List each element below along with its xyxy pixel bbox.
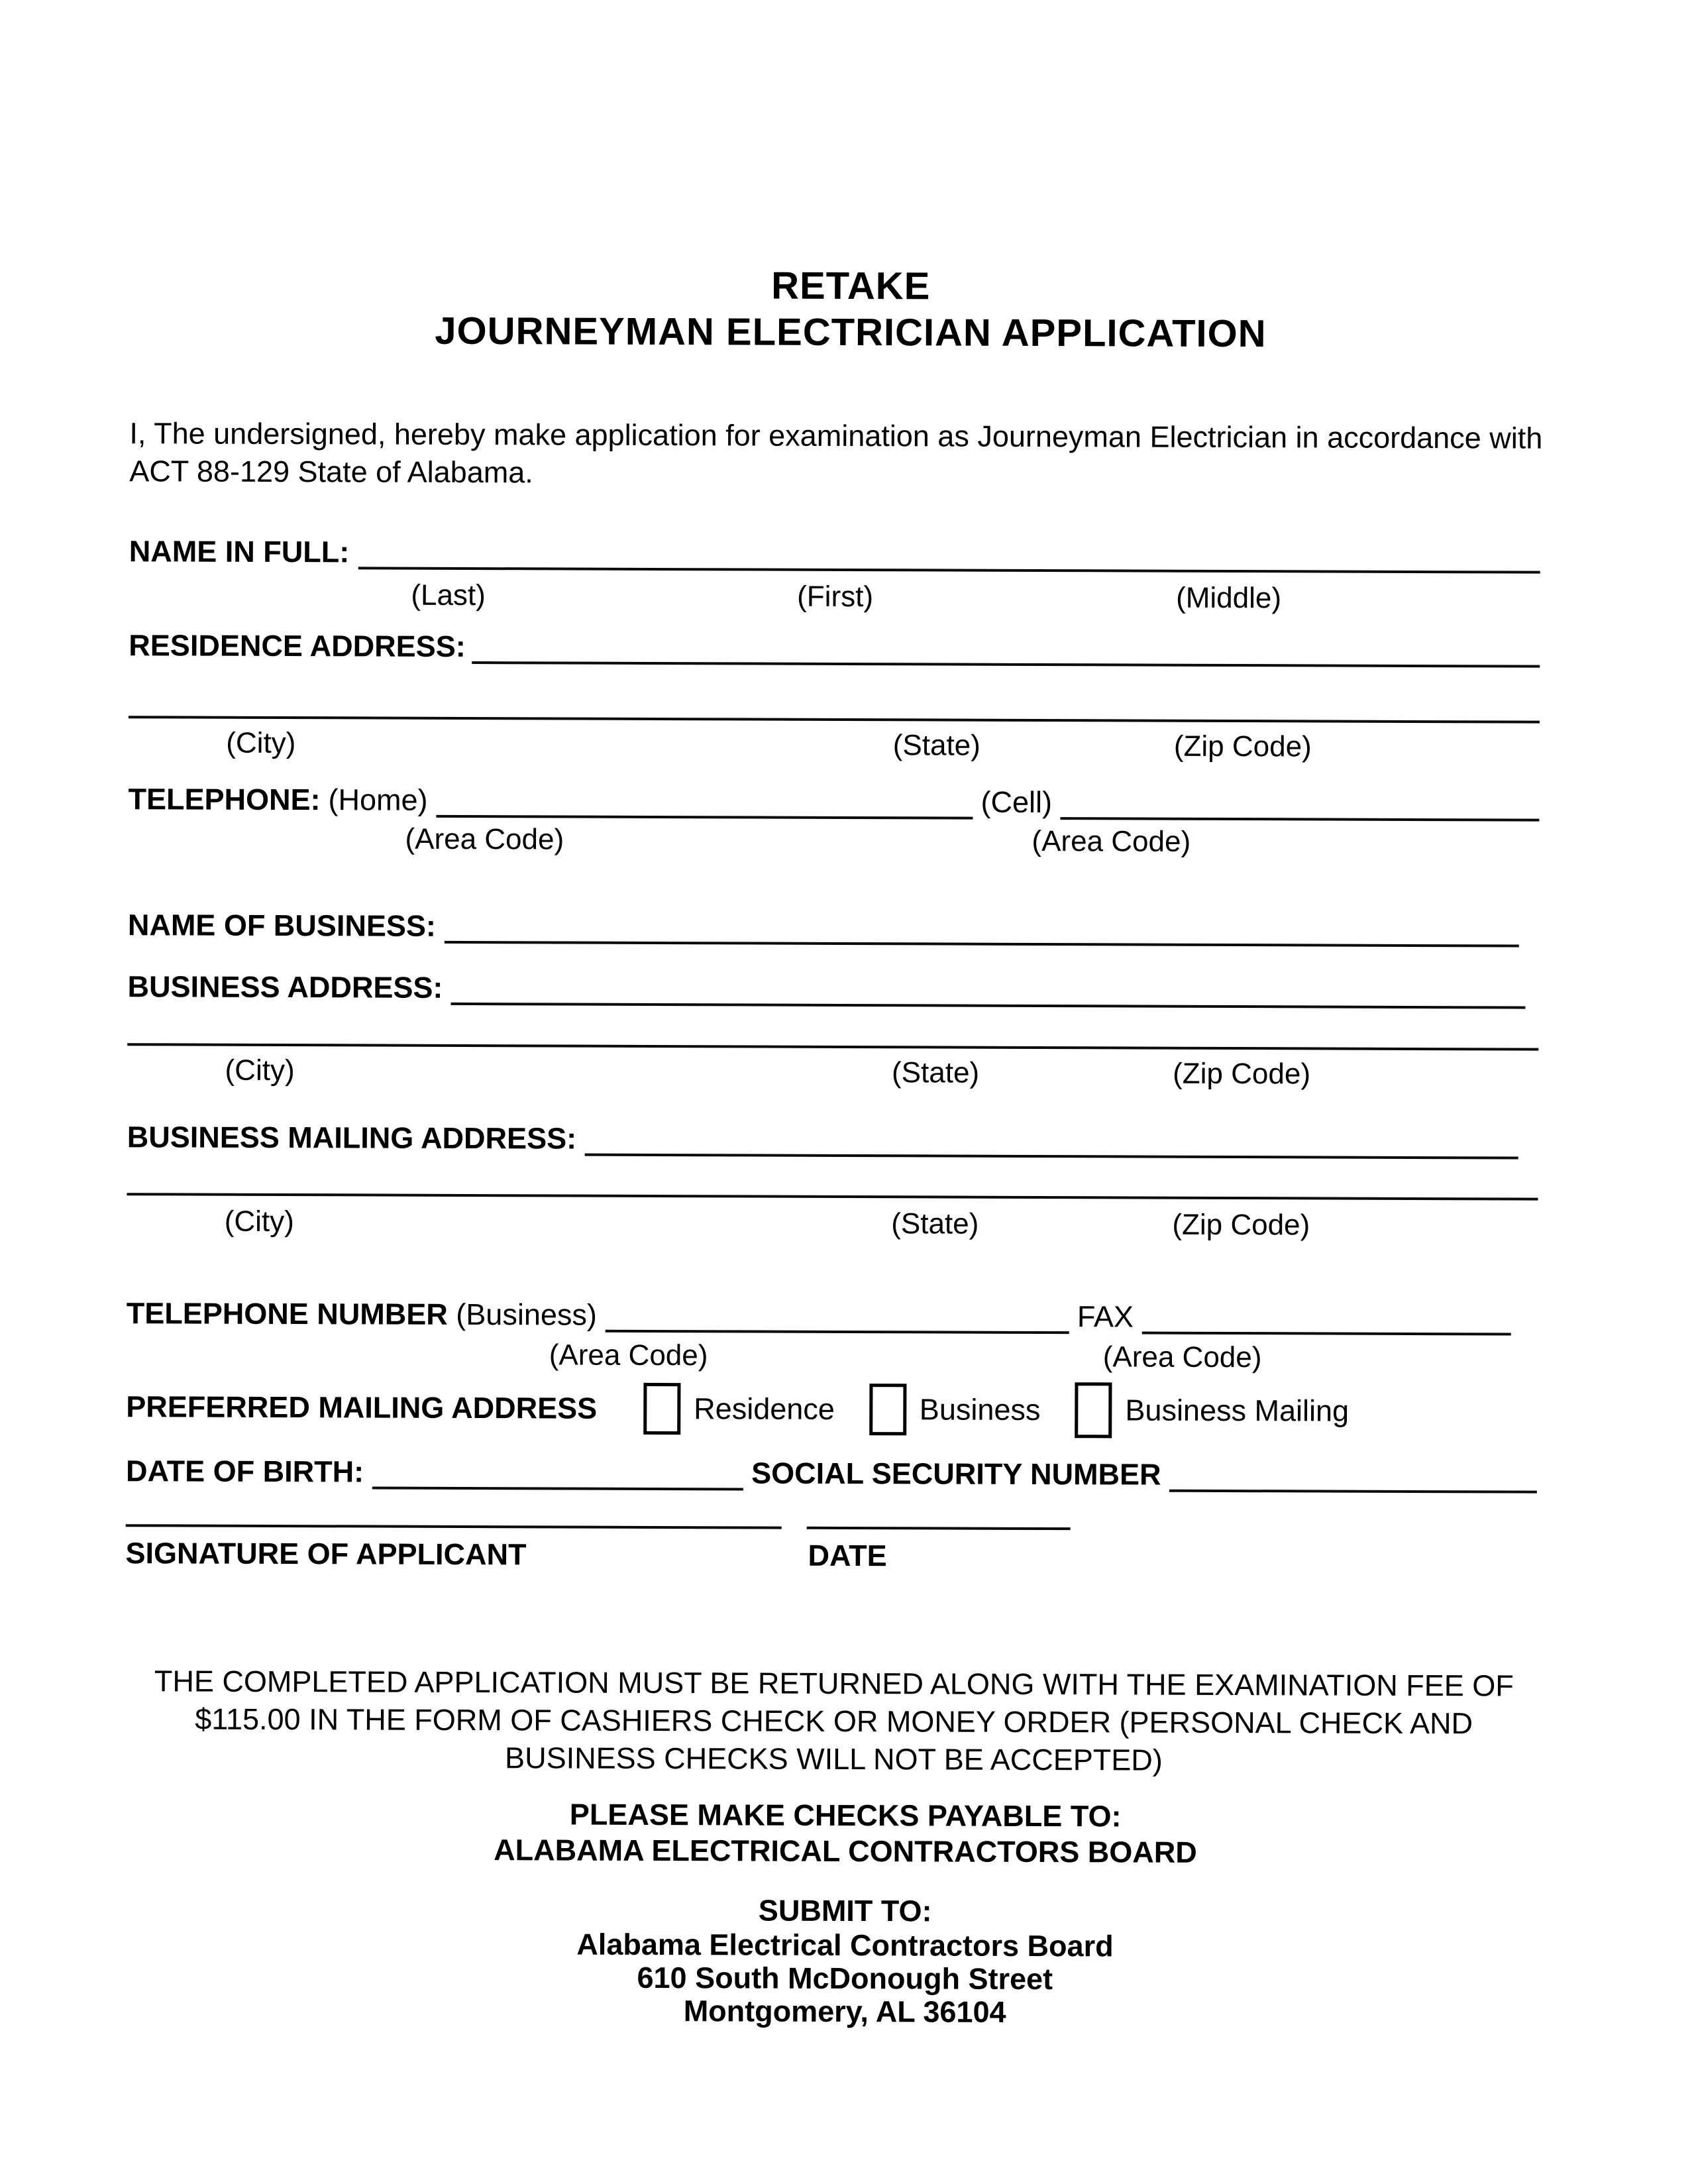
first-name-sublabel: (First) (797, 580, 874, 614)
form-title-retake: RETAKE (771, 264, 931, 308)
business-mailing-option-label: Business Mailing (1125, 1393, 1350, 1428)
residence-address-row (129, 620, 1540, 667)
mailing-city-line-row (127, 1156, 1538, 1200)
business-mailing-checkbox (1075, 1382, 1112, 1438)
name-in-full-line (358, 557, 1540, 573)
residence-zip-sublabel: (Zip Code) (1173, 730, 1312, 763)
fax-area-code-sublabel: (Area Code) (1102, 1340, 1262, 1374)
residence-city-sublabel: (City) (226, 726, 296, 760)
telephone-number-label: TELEPHONE NUMBER (126, 1296, 448, 1331)
mailing-zip-sublabel: (Zip Code) (1172, 1208, 1310, 1242)
intro-paragraph: I, The undersigned, hereby make application for examination as Journeyman Electrician in accordance with ACT 88-129 State of Alabama. (129, 416, 1543, 490)
form-title-application: JOURNEYMAN ELECTRICIAN APPLICATION (435, 309, 1267, 356)
telephone-row (128, 774, 1539, 821)
residence-option (643, 1383, 835, 1435)
business-address-row (127, 961, 1538, 1009)
business-telephone-line (605, 1321, 1069, 1334)
residence-state-sublabel: (State) (892, 729, 980, 762)
submit-street-line: 610 South McDonough Street (637, 1960, 1053, 1996)
business-mailing-address-row (127, 1112, 1538, 1159)
name-of-business-row (128, 900, 1539, 947)
last-name-sublabel: (Last) (411, 578, 486, 612)
business-area-code-sublabel: (Area Code) (549, 1338, 708, 1372)
business-telephone-row (127, 1288, 1538, 1335)
business-mailing-option (1075, 1382, 1349, 1439)
checks-payable-name: ALABAMA ELECTRICAL CONTRACTORS BOARD (494, 1833, 1197, 1869)
residence-city-line (129, 706, 1540, 723)
business-zip-sublabel: (Zip Code) (1173, 1057, 1311, 1091)
fee-notice-paragraph: THE COMPLETED APPLICATION MUST BE RETURNED ALONG WITH THE EXAMINATION FEE OF $115.00 IN THE FORM OF CASHIERS CHECK OR MONEY ORDER (PERSONAL CHECK AND BUSINESS CHECKS WILL NOT BE ACCEPTED) (154, 1664, 1514, 1777)
name-in-full-row (129, 526, 1540, 573)
business-checkbox (869, 1384, 906, 1435)
business-mailing-address-line (585, 1144, 1518, 1160)
business-city-sublabels (0, 1054, 1696, 1095)
business-mailing-address-label: BUSINESS MAILING ADDRESS: (127, 1120, 585, 1156)
submit-to-heading: SUBMIT TO: (758, 1893, 932, 1928)
business-city-line-row (127, 1006, 1538, 1050)
business-city-line (127, 1034, 1538, 1050)
home-area-code-sublabel: (Area Code) (405, 822, 564, 856)
submit-org-line: Alabama Electrical Contractors Board (576, 1927, 1114, 1963)
residence-address-label: RESIDENCE ADDRESS: (129, 628, 466, 663)
name-in-full-label: NAME IN FULL: (129, 534, 350, 569)
business-option-label: Business (919, 1392, 1041, 1427)
business-qualifier-label: (Business) (447, 1297, 606, 1332)
ssn-label: SOCIAL SECURITY NUMBER (743, 1456, 1170, 1492)
checks-payable-heading: PLEASE MAKE CHECKS PAYABLE TO: (569, 1797, 1122, 1833)
name-sublabels (2, 578, 1696, 620)
signature-of-applicant-label: SIGNATURE OF APPLICANT (125, 1536, 527, 1572)
telephone-areacode-sublabels (1, 822, 1696, 863)
date-of-birth-label: DATE OF BIRTH: (125, 1454, 372, 1489)
middle-name-sublabel: (Middle) (1176, 581, 1282, 615)
business-state-sublabel: (State) (891, 1056, 980, 1089)
preferred-mailing-label: PREFERRED MAILING ADDRESS (126, 1390, 598, 1425)
mailing-city-sublabels (0, 1205, 1695, 1246)
business-address-line (451, 993, 1526, 1009)
business-address-label: BUSINESS ADDRESS: (127, 969, 452, 1005)
business-option (869, 1384, 1041, 1436)
residence-city-line-row (129, 679, 1540, 723)
cell-area-code-sublabel: (Area Code) (1032, 824, 1191, 858)
telephone-home-line (436, 806, 973, 820)
residence-checkbox (643, 1383, 680, 1435)
name-of-business-label: NAME OF BUSINESS: (127, 908, 445, 943)
telephone-label: TELEPHONE: (128, 782, 321, 817)
residence-address-line (472, 652, 1540, 668)
fax-line (1141, 1323, 1510, 1336)
preferred-mailing-row (126, 1377, 1537, 1441)
mailing-city-line (127, 1183, 1538, 1200)
telephone-cell-line (1060, 808, 1539, 822)
mailing-city-sublabel: (City) (224, 1205, 294, 1238)
signature-line (126, 1515, 782, 1529)
telephone-cell-label: (Cell) (972, 785, 1061, 820)
residence-option-label: Residence (694, 1392, 835, 1426)
telephone-home-label: (Home) (328, 783, 437, 817)
business-city-sublabel: (City) (225, 1054, 295, 1087)
fax-label: FAX (1069, 1299, 1142, 1334)
date-label: DATE (808, 1538, 887, 1573)
residence-city-sublabels (1, 726, 1696, 768)
name-of-business-line (444, 932, 1519, 948)
mailing-state-sublabel: (State) (891, 1207, 979, 1240)
submit-city-line: Montgomery, AL 36104 (683, 1994, 1006, 2029)
signature-lines-row (126, 1487, 1537, 1531)
date-line (807, 1517, 1071, 1530)
business-areacode-sublabels (0, 1337, 1695, 1379)
dob-ssn-row (126, 1446, 1537, 1493)
